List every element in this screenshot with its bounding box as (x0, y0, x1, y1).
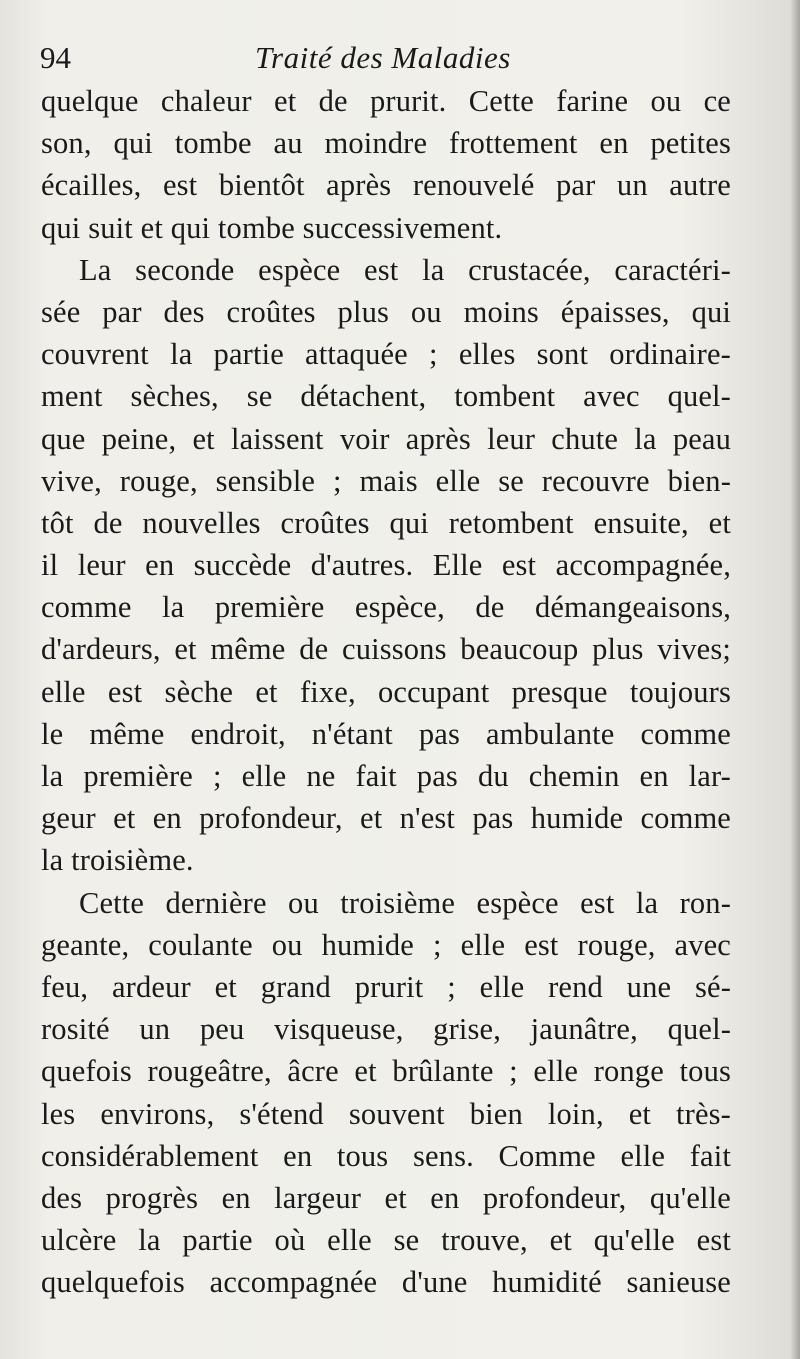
text-line: quelquefois accompagnée d'une humidité sanieuse (41, 1265, 731, 1300)
text-line: quelque chaleur et de prurit. Cette farine ou ce (41, 84, 731, 118)
text-line: La seconde espèce est la crustacée, caractéri- (79, 252, 731, 287)
body-text (41, 80, 731, 1303)
text-line: il leur en succède d'autres. Elle est accompagnée, (41, 548, 731, 583)
text-line: couvrent la partie attaquée ; elles sont ordinaire- (41, 337, 731, 372)
text-line: vive, rouge, sensible ; mais elle se recouvre bien- (41, 463, 731, 498)
text-line: ulcère la partie où elle se trouve, et qu'elle est (41, 1223, 731, 1258)
page-number: 94 (40, 40, 71, 75)
text-line: écailles, est bientôt après renouvelé par un autre (41, 168, 731, 203)
page-edge-shadow (790, 0, 800, 1359)
text-line: ment sèches, se détachent, tombent avec quel- (41, 379, 731, 414)
text-line: quefois rougeâtre, âcre et brûlante ; elle ronge tous (41, 1054, 731, 1089)
text-line: considérablement en tous sens. Comme elle fait (41, 1138, 731, 1173)
text-line: comme la première espèce, de démangeaisons, (41, 590, 731, 625)
text-line: la première ; elle ne fait pas du chemin en lar- (41, 759, 731, 793)
running-title: Traité des Maladies (255, 40, 511, 75)
text-line: des progrès en largeur et en profondeur, qu'elle (41, 1180, 731, 1215)
text-line: feu, ardeur et grand prurit ; elle rend une sé- (41, 969, 731, 1004)
text-line: sée par des croûtes plus ou moins épaisses, qui (41, 294, 731, 329)
text-line: la troisième. (41, 843, 194, 878)
text-line: Cette dernière ou troisième espèce est la ron- (79, 885, 731, 920)
text-line: le même endroit, n'étant pas ambulante comme (41, 716, 731, 751)
page-header (40, 38, 760, 78)
text-line: geante, coulante ou humide ; elle est rouge, avec (41, 927, 731, 962)
text-line: elle est sèche et fixe, occupant presque toujours (41, 674, 731, 709)
text-line: qui suit et qui tombe successivement. (41, 210, 503, 245)
text-line: tôt de nouvelles croûtes qui retombent ensuite, et (41, 505, 731, 540)
text-line: que peine, et laissent voir après leur chute la peau (41, 421, 731, 456)
text-line: rosité un peu visqueuse, grise, jaunâtre, quel- (41, 1012, 731, 1047)
text-line: les environs, s'étend souvent bien loin, et très- (41, 1096, 731, 1131)
text-line: son, qui tombe au moindre frottement en petites (41, 126, 731, 161)
text-line: geur et en profondeur, et n'est pas humide comme (41, 801, 731, 836)
text-line: d'ardeurs, et même de cuissons beaucoup plus vives; (41, 632, 731, 667)
